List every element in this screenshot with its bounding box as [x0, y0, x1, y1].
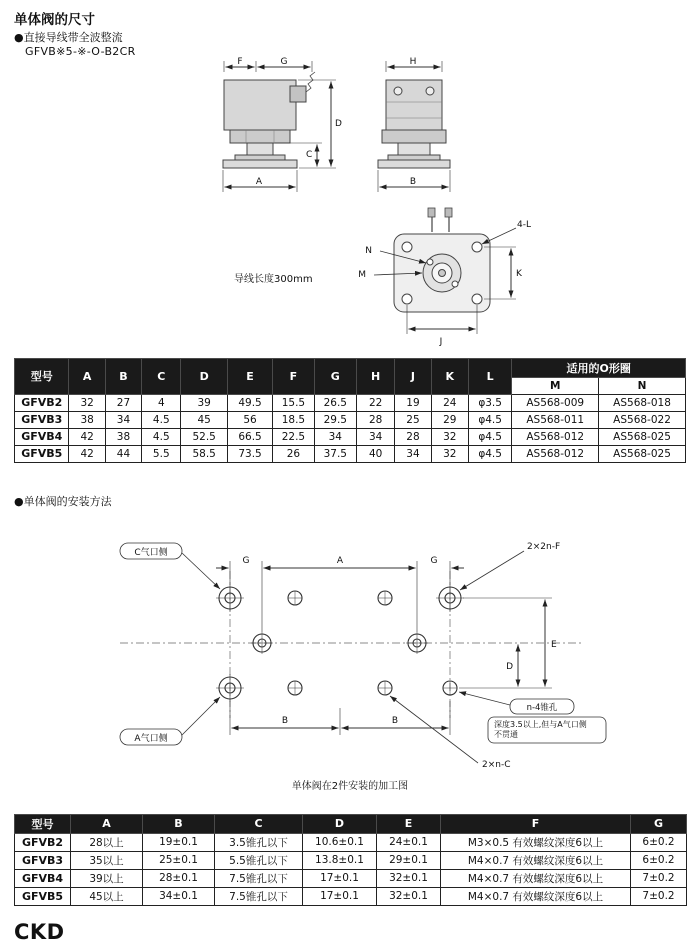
value-cell: 32 [431, 428, 468, 445]
dim-label-c: C [306, 149, 313, 160]
value-cell: 32±0.1 [377, 869, 441, 887]
mount-hole [472, 242, 482, 252]
value-cell: 10.6±0.1 [303, 833, 377, 851]
col-header: B [143, 814, 215, 833]
dim-label-h: H [409, 56, 417, 67]
value-cell: 26.5 [314, 394, 356, 411]
value-cell: φ4.5 [468, 411, 511, 428]
value-cell: 38 [69, 411, 105, 428]
taper-label: n-4锥孔 [526, 702, 558, 713]
model-cell: GFVB5 [15, 445, 69, 462]
col-header: B [105, 358, 141, 394]
model-cell: GFVB2 [15, 833, 71, 851]
value-cell: 32±0.1 [377, 887, 441, 905]
value-cell: 29±0.1 [377, 851, 441, 869]
dim-label-g: G [280, 56, 288, 67]
label-4l: 4-L [517, 219, 531, 230]
value-cell: AS568-025 [599, 445, 686, 462]
value-cell: 27 [105, 394, 141, 411]
value-cell: 66.5 [227, 428, 272, 445]
value-cell: M4×0.7 有效螺纹深度6以上 [441, 851, 631, 869]
value-cell: 25 [395, 411, 431, 428]
value-cell: 34 [105, 411, 141, 428]
section1-heading: ●直接导线带全波整流 [14, 31, 123, 44]
screw-head [394, 87, 402, 95]
value-cell: M3×0.5 有效螺纹深度6以上 [441, 833, 631, 851]
label-n: N [365, 245, 372, 256]
holes-c-label: 2×n-C [482, 759, 511, 770]
screw-head [426, 87, 434, 95]
dim-label-k: K [516, 268, 522, 279]
value-cell: 5.5 [142, 445, 181, 462]
value-cell: 35以上 [71, 851, 143, 869]
table-row [15, 833, 687, 851]
dim-label-b: B [409, 176, 417, 187]
value-cell: 42 [69, 445, 105, 462]
mounting-table [14, 814, 687, 906]
value-cell: 73.5 [227, 445, 272, 462]
col-header: H [356, 358, 394, 394]
mount-hole [472, 294, 482, 304]
value-cell: 19 [395, 394, 431, 411]
table-row [15, 428, 686, 445]
col-header: K [431, 358, 468, 394]
a-port-label: A气口侧 [134, 733, 168, 744]
value-cell: 7±0.2 [631, 887, 687, 905]
value-cell: 45 [181, 411, 227, 428]
value-cell: 49.5 [227, 394, 272, 411]
value-cell: 44 [105, 445, 141, 462]
value-cell: AS568-012 [512, 445, 599, 462]
col-header: A [71, 814, 143, 833]
value-cell: 17±0.1 [303, 887, 377, 905]
model-cell: GFVB3 [15, 411, 69, 428]
value-cell: 24 [431, 394, 468, 411]
col-header-oring-n: N [599, 377, 686, 394]
value-cell: 5.5锥孔以下 [215, 851, 303, 869]
col-header: C [142, 358, 181, 394]
value-cell: 24±0.1 [377, 833, 441, 851]
mount-hole [402, 294, 412, 304]
table-row [15, 411, 686, 428]
col-header: E [377, 814, 441, 833]
mount-dim-lines [216, 561, 552, 735]
value-cell: 15.5 [273, 394, 314, 411]
value-cell: 17±0.1 [303, 869, 377, 887]
value-cell: 39以上 [71, 869, 143, 887]
small-port [452, 281, 458, 287]
ckd-logo: CKD [14, 919, 65, 944]
value-cell: 34 [314, 428, 356, 445]
value-cell: 26 [273, 445, 314, 462]
value-cell: 13.8±0.1 [303, 851, 377, 869]
dim-label-d: D [506, 661, 513, 672]
label-m: M [358, 269, 366, 280]
dim-label-j: J [439, 336, 443, 347]
value-cell: AS568-018 [599, 394, 686, 411]
value-cell: 42 [69, 428, 105, 445]
value-cell: M4×0.7 有效螺纹深度6以上 [441, 887, 631, 905]
value-cell: AS568-012 [512, 428, 599, 445]
value-cell: 4.5 [142, 428, 181, 445]
dim-label-g-left: G [242, 555, 250, 566]
value-cell: 3.5锥孔以下 [215, 833, 303, 851]
holes-f-label: 2×2n-F [527, 541, 561, 552]
valve-body-side [378, 80, 450, 168]
mounting-table-body [15, 833, 687, 905]
value-cell: 52.5 [181, 428, 227, 445]
mount-caption: 单体阀在2件安装的加工图 [291, 780, 409, 792]
value-cell: AS568-025 [599, 428, 686, 445]
centerlines [120, 571, 582, 718]
value-cell: 18.5 [273, 411, 314, 428]
value-cell: 29.5 [314, 411, 356, 428]
value-cell: 7.5锥孔以下 [215, 887, 303, 905]
table-row [15, 851, 687, 869]
dim-label-b-left: B [281, 715, 289, 726]
table-row [15, 394, 686, 411]
value-cell: 25±0.1 [143, 851, 215, 869]
dimension-table-body [15, 394, 686, 462]
value-cell: 7±0.2 [631, 869, 687, 887]
value-cell: φ3.5 [468, 394, 511, 411]
value-cell: 32 [431, 445, 468, 462]
table-row [15, 887, 687, 905]
value-cell: 28 [395, 428, 431, 445]
value-cell: 28以上 [71, 833, 143, 851]
value-cell: 7.5锥孔以下 [215, 869, 303, 887]
value-cell: 34 [356, 428, 394, 445]
col-header: D [181, 358, 227, 394]
col-header-oring-m: M [512, 377, 599, 394]
col-header: A [69, 358, 105, 394]
port-center [439, 269, 446, 276]
value-cell: 32 [69, 394, 105, 411]
dim-label-g-right: G [430, 555, 438, 566]
col-header-oring: 适用的O形圈 [512, 358, 686, 377]
section2-heading: ●单体阀的安装方法 [14, 494, 112, 508]
side-view-drawing [364, 54, 464, 206]
dim-label-b-right: B [391, 715, 399, 726]
model-code: GFVB※5-※-O-B2CR [25, 44, 136, 58]
value-cell: 39 [181, 394, 227, 411]
mounting-diagram-area [14, 513, 686, 792]
col-header: J [395, 358, 431, 394]
table-row [15, 869, 687, 887]
value-cell: 6±0.2 [631, 833, 687, 851]
dimension-drawings [14, 58, 686, 358]
value-cell: 34±0.1 [143, 887, 215, 905]
model-cell: GFVB2 [15, 394, 69, 411]
col-header: G [631, 814, 687, 833]
valve-body-front [223, 72, 315, 168]
value-cell: 4.5 [142, 411, 181, 428]
value-cell: 4 [142, 394, 181, 411]
dim-label-d: D [335, 118, 342, 129]
col-header: D [303, 814, 377, 833]
value-cell: 56 [227, 411, 272, 428]
taper-note-line1: 深度3.5以上,但与A气口侧 [494, 719, 587, 729]
value-cell: 22 [356, 394, 394, 411]
value-cell: 34 [395, 445, 431, 462]
value-cell: 6±0.2 [631, 851, 687, 869]
col-header-model: 型号 [15, 358, 69, 394]
port-view-drawing [336, 204, 551, 354]
value-cell: 38 [105, 428, 141, 445]
col-header-model: 型号 [15, 814, 71, 833]
lead-wire [306, 72, 315, 92]
value-cell: 40 [356, 445, 394, 462]
value-cell: 22.5 [273, 428, 314, 445]
value-cell: 58.5 [181, 445, 227, 462]
col-header: C [215, 814, 303, 833]
dim-label-e: E [551, 639, 557, 650]
model-cell: GFVB4 [15, 428, 69, 445]
dim-label-f: F [237, 56, 243, 67]
value-cell: 28±0.1 [143, 869, 215, 887]
value-cell: AS568-022 [599, 411, 686, 428]
model-cell: GFVB4 [15, 869, 71, 887]
c-port-label: C气口侧 [134, 547, 168, 558]
terminal-pins [428, 208, 452, 232]
value-cell: 37.5 [314, 445, 356, 462]
dimension-table [14, 358, 686, 463]
value-cell: 45以上 [71, 887, 143, 905]
value-cell: φ4.5 [468, 428, 511, 445]
mounting-diagram [90, 513, 610, 775]
dim-label-a: A [255, 176, 263, 187]
front-view-drawing [204, 54, 356, 206]
page-title: 单体阀的尺寸 [14, 12, 95, 28]
dim-label-a: A [336, 555, 344, 566]
col-header: F [273, 358, 314, 394]
valve-body-bottom [394, 234, 490, 312]
value-cell: AS568-011 [512, 411, 599, 428]
value-cell: 19±0.1 [143, 833, 215, 851]
value-cell: AS568-009 [512, 394, 599, 411]
col-header: E [227, 358, 272, 394]
taper-note-line2: 不贯通 [494, 729, 518, 739]
col-header: L [468, 358, 511, 394]
col-header: F [441, 814, 631, 833]
wire-length-note: 导线长度300mm [234, 273, 313, 285]
value-cell: φ4.5 [468, 445, 511, 462]
mount-hole [402, 242, 412, 252]
model-cell: GFVB3 [15, 851, 71, 869]
callout-leaders [182, 551, 524, 763]
value-cell: 28 [356, 411, 394, 428]
value-cell: 29 [431, 411, 468, 428]
model-cell: GFVB5 [15, 887, 71, 905]
table-row [15, 445, 686, 462]
col-header: G [314, 358, 356, 394]
value-cell: M4×0.7 有效螺纹深度6以上 [441, 869, 631, 887]
small-port [427, 259, 433, 265]
